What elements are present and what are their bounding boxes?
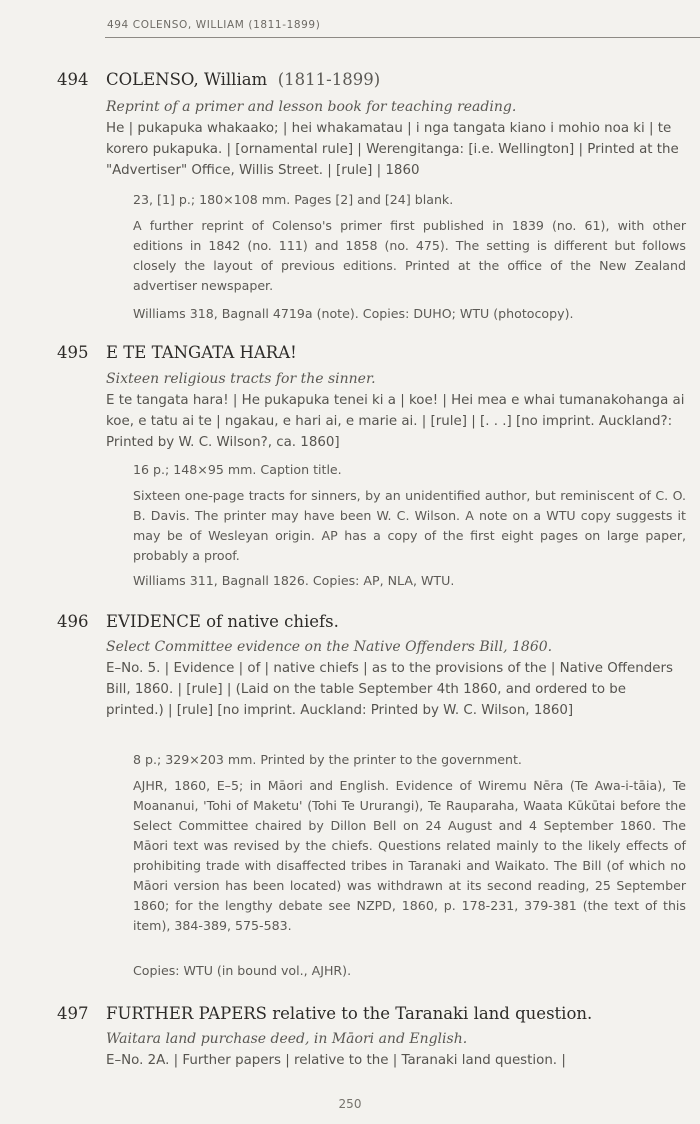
collation: 23, [1] p.; 180×108 mm. Pages [2] and [24] blank. [133,192,454,207]
entry-heading [57,612,690,631]
entry-title: EVIDENCE of native chiefs. [106,612,339,631]
entry-number: 497 [57,1004,89,1023]
entry-number: 494 [57,70,89,89]
bibliographic-note: Sixteen one-page tracts for sinners, by an unidentified author, but reminiscent of C. O. B. Davis. The printer may have been W. C. Wilson. A note on a WTU copy suggests it may be of Wesleyan origin. AP has a copy of the first eight pages on large paper, probably a proof. [133,488,686,563]
title-transcription: He | pukapuka whakaako; | hei whakamatau | i nga tangata kiano i mohio noa ki | te korero pukapuka. | [ornamental rule] | Werengitanga: [i.e. Wellington] | Printed at the "Advertiser" Office, Willis Street. | [rule] | 1860 [106,121,679,178]
bibliographic-note: AJHR, 1860, E–5; in Māori and English. Evidence of Wiremu Nēra (Te Awa-i-tāia), Te Moananui, 'Tohi of Maketu' (Tohi Te Ururangi), Te Rauparaha, Waata Kūkūtai before the Select Committee chaired by Dillon Bell on 24 August and 4 September 1860. The Māori text was revised by the chiefs. Questions related mainly to the likely effects of prohibiting trade with disaffected tribes in Taranaki and Waikato. The Bill (of which no Māori version has been located) was withdrawn at its second reading, 25 September 1860; for the lengthy debate see NZPD, 1860, p. 178-231, 379-381 (the text of this item), 384-389, 575-583. [133,778,686,933]
header-rule [105,37,700,38]
entry-body [106,369,686,453]
entry-heading [57,70,690,89]
references: Williams 311, Bagnall 1826. Copies: AP, NLA, WTU. [133,573,455,588]
entry-body [106,1029,686,1071]
entry-subtitle: Sixteen religious tracts for the sinner. [106,371,376,387]
entry-title: E TE TANGATA HARA! [106,343,297,362]
collation: 16 p.; 148×95 mm. Caption title. [133,462,342,477]
entry-body [106,637,686,721]
references: Copies: WTU (in bound vol., AJHR). [133,963,352,978]
bibliographic-note: A further reprint of Colenso's primer first published in 1839 (no. 61), with other editions in 1842 (no. 111) and 1858 (no. 475). The setting is different but follows closely the layout of previous editions. Printed at the office of the New Zealand advertiser newspaper. [133,218,686,293]
entry-title: COLENSO, William [106,70,268,89]
entry-subtitle: Waitara land purchase deed, in Māori and English. [106,1031,468,1047]
collation: 8 p.; 329×203 mm. Printed by the printer to the government. [133,752,522,767]
entry-body [106,97,686,181]
entry-number: 495 [57,343,89,362]
title-transcription: E–No. 5. | Evidence | of | native chiefs | as to the provisions of the | Native Offenders Bill, 1860. | [rule] | (Laid on the table September 4th 1860, and ordered to be printed.) | [rule] [no imprint. Auckland: Printed by W. C. Wilson, 1860] [106,661,673,718]
title-transcription: E te tangata hara! | He pukapuka tenei ki a | koe! | Hei mea e whai tumanakohanga ai koe, e tatu ai te | ngakau, e hari ai, e marie ai. | [rule] | [. . .] [no imprint. Auckland?: Printed by W. C. Wilson?, ca. 1860] [106,393,685,450]
entry-heading [57,343,690,362]
references: Williams 318, Bagnall 4719a (note). Copies: DUHO; WTU (photocopy). [133,306,574,321]
entry-heading [57,1004,690,1023]
entry-subtitle: Select Committee evidence on the Native Offenders Bill, 1860. [106,639,553,655]
entry-subtitle: Reprint of a primer and lesson book for teaching reading. [106,99,517,115]
entry-title: FURTHER PAPERS relative to the Taranaki land question. [106,1004,593,1023]
page-number: 250 [338,1097,362,1111]
entry-number: 496 [57,612,89,631]
title-transcription: E–No. 2A. | Further papers | relative to the | Taranaki land question. | [106,1053,566,1068]
running-head: 494 COLENSO, WILLIAM (1811-1899) [107,19,321,31]
entry-dates: (1811-1899) [277,70,381,89]
